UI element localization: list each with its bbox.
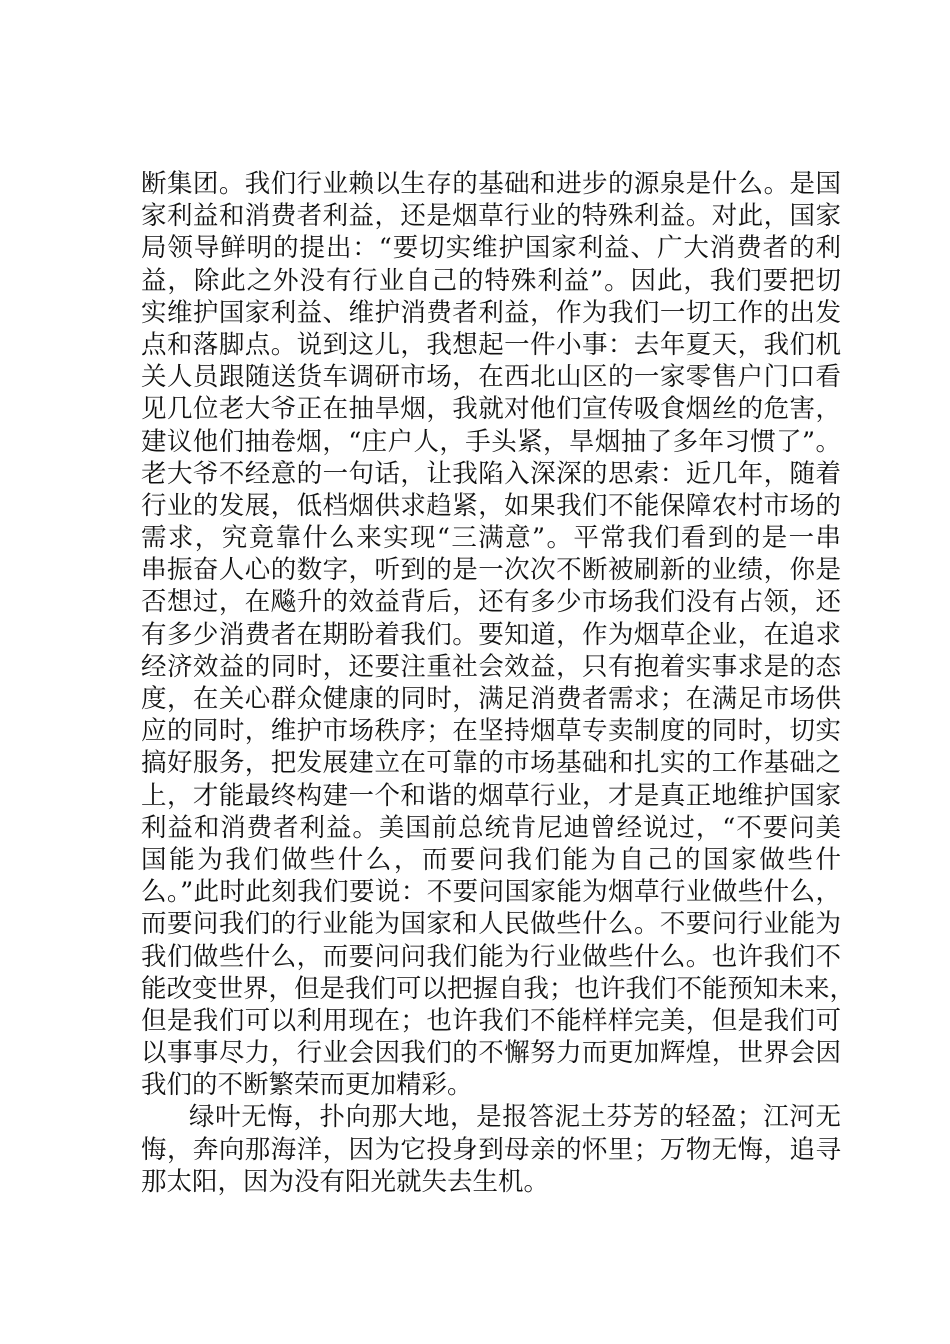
text-line: 但是我们可以利用现在；也许我们不能样样完美，但是我们可	[141, 1005, 841, 1036]
text-line: 建议他们抽卷烟，“庄户人，手头紧，旱烟抽了多年习惯了”。	[141, 426, 841, 457]
text-line: 利益和消费者利益。美国前总统肯尼迪曾经说过，“不要问美	[141, 812, 841, 843]
text-line: 么。”此时此刻我们要说：不要问国家能为烟草行业做些什么，	[141, 877, 841, 908]
text-line: 那太阳，因为没有阳光就失去生机。	[141, 1166, 550, 1197]
text-line: 度，在关心群众健康的同时，满足消费者需求；在满足市场供	[141, 684, 841, 714]
text-line: 断集团。我们行业赖以生存的基础和进步的源泉是什么。是国	[141, 169, 841, 199]
text-line: 而要问我们的行业能为国家和人民做些什么。不要问行业能为	[141, 909, 841, 940]
text-line: 需求，究竟靠什么来实现“三满意”。平常我们看到的是一串	[141, 523, 841, 554]
text-line: 串振奋人心的数字，听到的是一次次不断被刷新的业绩，你是	[141, 555, 841, 586]
text-line: 益，除此之外没有行业自己的特殊利益”。因此，我们要把切	[141, 265, 841, 296]
text-line: 行业的发展，低档烟供求趋紧，如果我们不能保障农村市场的	[141, 490, 841, 521]
text-line: 能改变世界，但是我们可以把握自我；也许我们不能预知未来，	[141, 973, 856, 1004]
text-line: 以事事尽力，行业会因我们的不懈努力而更加辉煌，世界会因	[141, 1038, 841, 1069]
text-line: 有多少消费者在期盼着我们。要知道，作为烟草企业，在追求	[141, 619, 841, 650]
text-line: 国能为我们做些什么，而要问我们能为自己的国家做些什	[141, 844, 841, 875]
text-line: 局领导鲜明的提出：“要切实维护国家利益、广大消费者的利	[141, 233, 841, 264]
text-line: 老大爷不经意的一句话，让我陷入深深的思索：近几年，随着	[141, 458, 841, 489]
paragraph-2	[141, 1101, 841, 1198]
text-line: 应的同时，维护市场秩序；在坚持烟草专卖制度的同时，切实	[141, 716, 841, 747]
text-line: 关人员跟随送货车调研市场，在西北山区的一家零售户门口看	[141, 362, 841, 393]
text-line: 经济效益的同时，还要注重社会效益，只有抱着实事求是的态	[141, 651, 841, 682]
body-text	[141, 168, 856, 1198]
text-line: 点和落脚点。说到这儿，我想起一件小事：去年夏天，我们机	[141, 329, 841, 360]
text-line: 家利益和消费者利益，还是烟草行业的特殊利益。对此，国家	[141, 201, 841, 232]
text-line: 悔，奔向那海洋，因为它投身到母亲的怀里；万物无悔，追寻	[141, 1134, 841, 1165]
text-line: 我们的不断繁荣而更加精彩。	[141, 1070, 473, 1101]
paragraph-1	[141, 168, 856, 1101]
text-line: 搞好服务，把发展建立在可靠的市场基础和扎实的工作基础之	[141, 748, 841, 779]
text-line: 否想过，在飚升的效益背后，还有多少市场我们没有占领，还	[141, 587, 841, 618]
text-line: 上，才能最终构建一个和谐的烟草行业，才是真正地维护国家	[141, 780, 841, 811]
text-line: 见几位老大爷正在抽旱烟，我就对他们宣传吸食烟丝的危害，	[141, 394, 841, 425]
text-line: 绿叶无悔，扑向那大地，是报答泥土芬芳的轻盈；江河无	[189, 1102, 841, 1133]
text-line: 我们做些什么，而要问问我们能为行业做些什么。也许我们不	[141, 941, 841, 972]
text-line: 实维护国家利益、维护消费者利益，作为我们一切工作的出发	[141, 297, 841, 328]
